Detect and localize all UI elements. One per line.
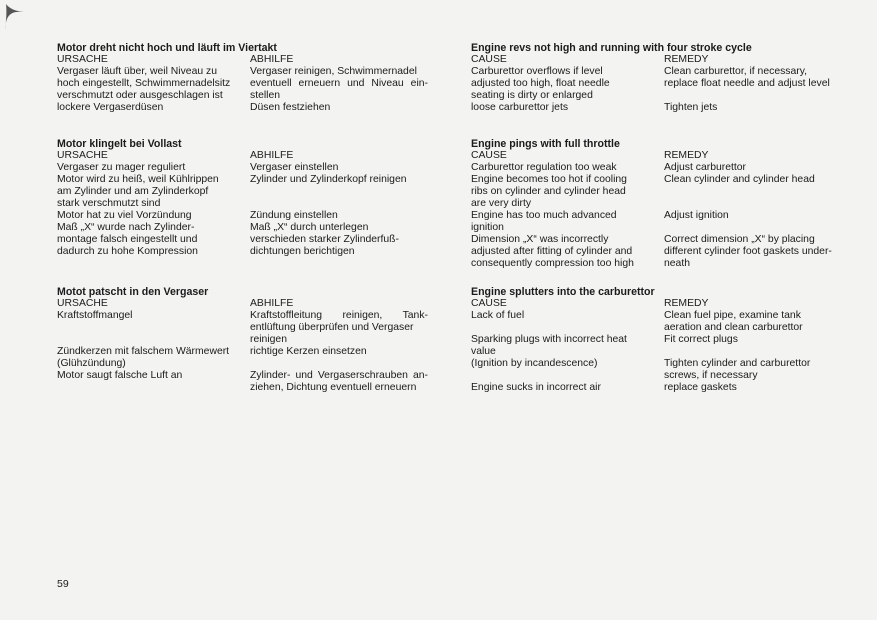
cause-line: seating is dirty or enlarged [471,90,593,101]
cause-line: Carburettor overflows if level [471,66,603,77]
cause-line: adjusted after fitting of cylinder and [471,246,633,257]
section-title: Motot patscht in den Vergaser [57,286,209,298]
cause-line: montage falsch eingestellt und [57,234,198,245]
remedy-line: different cylinder foot gaskets under- [664,246,832,257]
cause-line: hoch eingestellt, Schwimmernadelsitz [57,78,231,89]
remedy-line: Zündung einstellen [250,210,338,221]
cause-header: CAUSE [471,298,507,309]
cause-line: ribs on cylinder and cylinder head [471,186,626,197]
remedy-line: screws, if necessary [664,370,758,381]
de-section-2 [57,138,437,260]
cause-line: are very dirty [471,198,532,209]
remedy-line: Vergaser einstellen [250,162,339,173]
cause-line: consequently compression too high [471,258,634,269]
remedy-line: neath [664,258,691,269]
de-section-3 [57,286,437,396]
cause-line: value [471,346,496,357]
cause-line: Engine has too much advanced [471,210,617,221]
remedy-line: ziehen, Dichtung eventuell erneuern [250,382,417,393]
section-title: Engine splutters into the carburettor [471,286,655,298]
en-section-1 [471,42,861,116]
remedy-line: replace float needle and adjust level [664,78,830,89]
remedy-header: REMEDY [664,150,709,161]
cause-line: Sparking plugs with incorrect heat [471,334,627,345]
cause-header: URSACHE [57,298,108,309]
remedy-line: Clean fuel pipe, examine tank [664,310,801,321]
remedy-line: replace gaskets [664,382,737,393]
cause-line: Motor saugt falsche Luft an [57,370,183,381]
de-section-1 [57,42,437,116]
cause-header: CAUSE [471,150,507,161]
remedy-line: entlüftung überprüfen und Vergaser [250,322,414,333]
section-title: Motor dreht nicht hoch und läuft im Viertakt [57,42,277,54]
cause-line: Vergaser zu mager reguliert [57,162,186,173]
remedy-line: dichtungen berichtigen [250,246,355,257]
cause-line: Vergaser läuft über, weil Niveau zu [57,66,217,77]
remedy-line: Tighten jets [664,102,718,113]
cause-line: stark verschmutzt sind [57,198,161,209]
cause-line: (Ignition by incandescence) [471,358,598,369]
cause-line: adjusted too high, float needle [471,78,610,89]
remedy-line: reinigen [250,334,287,345]
remedy-line: Kraftstoffleitung reinigen, Tank- [250,310,428,321]
remedy-line: Correct dimension „X“ by placing [664,234,815,245]
en-section-3 [471,286,861,396]
cause-line: Engine sucks in incorrect air [471,382,601,393]
cause-line: Zündkerzen mit falschem Wärmewert [57,346,230,357]
cause-line: am Zylinder und am Zylinderkopf [57,186,209,197]
remedy-line: Düsen festziehen [250,102,331,113]
cause-header: CAUSE [471,54,507,65]
remedy-line: eventuell erneuern und Niveau ein- [250,78,428,89]
remedy-line: Tighten cylinder and carburettor [664,358,811,369]
remedy-header: REMEDY [664,54,709,65]
cause-line: Engine becomes too hot if cooling [471,174,627,185]
remedy-header: REMEDY [664,298,709,309]
page-number: 59 [57,578,69,590]
remedy-line: Adjust carburettor [664,162,747,173]
cause-line: dadurch zu hohe Kompression [57,246,198,257]
cause-line: Kraftstoffmangel [57,310,133,321]
cause-header: URSACHE [57,54,108,65]
page-corner-mark [2,2,26,32]
cause-line: lockere Vergaserdüsen [57,102,164,113]
remedy-header: ABHILFE [250,298,294,309]
cause-line: Maß „X“ wurde nach Zylinder- [57,222,195,233]
cause-line: Motor wird zu heiß, weil Kühlrippen [57,174,219,185]
remedy-line: Vergaser reinigen, Schwimmernadel [250,66,417,77]
cause-line: Carburettor regulation too weak [471,162,617,173]
remedy-header: ABHILFE [250,54,294,65]
remedy-header: ABHILFE [250,150,294,161]
remedy-line: aeration and clean carburettor [664,322,803,333]
section-title: Engine pings with full throttle [471,138,620,150]
cause-line: Lack of fuel [471,310,525,321]
remedy-line: Adjust ignition [664,210,729,221]
remedy-line: stellen [250,90,281,101]
section-title: Motor klingelt bei Vollast [57,138,182,150]
cause-header: URSACHE [57,150,108,161]
remedy-line: Clean cylinder and cylinder head [664,174,815,185]
cause-line: Dimension „X“ was incorrectly [471,234,609,245]
cause-line: ignition [471,222,504,233]
remedy-line: Maß „X“ durch unterlegen [250,222,369,233]
remedy-line: richtige Kerzen einsetzen [250,346,367,357]
remedy-line: Fit correct plugs [664,334,738,345]
remedy-line: verschieden starker Zylinderfuß- [250,234,399,245]
cause-line: verschmutzt oder ausgeschlagen ist [57,90,223,101]
remedy-line: Clean carburettor, if necessary, [664,66,808,77]
en-section-2 [471,138,861,272]
cause-line: Motor hat zu viel Vorzündung [57,210,192,221]
remedy-line: Zylinder- und Vergaserschrauben an- [250,370,428,381]
cause-line: loose carburettor jets [471,102,569,113]
section-title: Engine revs not high and running with four stroke cycle [471,42,752,54]
cause-line: (Glühzündung) [57,358,126,369]
remedy-line: Zylinder und Zylinderkopf reinigen [250,174,407,185]
